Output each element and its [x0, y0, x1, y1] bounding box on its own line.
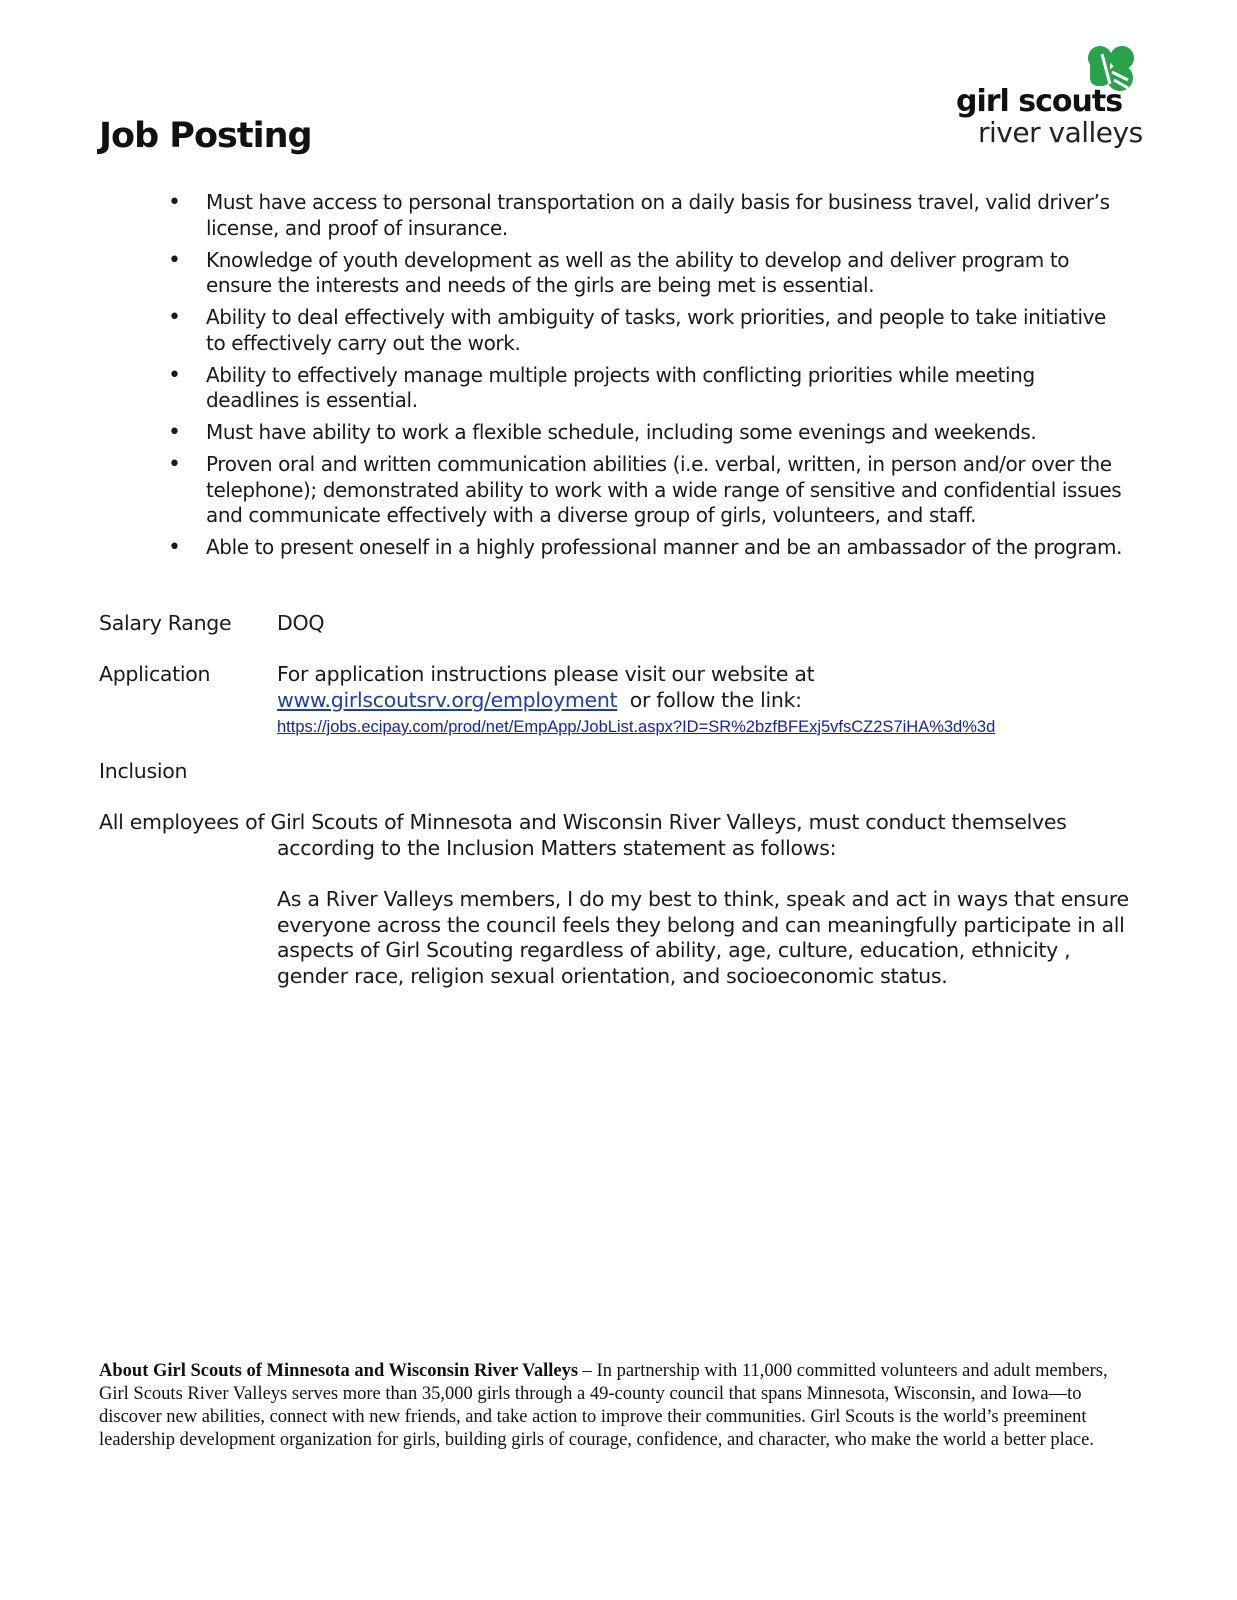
list-item: • Must have ability to work a flexible schedule, including some evenings and weekends.	[168, 420, 1128, 446]
application-label: Application	[99, 662, 211, 686]
website-link[interactable]: www.girlscoutsrv.org/employment	[277, 687, 618, 712]
page-title: Job Posting	[99, 116, 312, 156]
application-text: For application instructions please visit our website at	[277, 662, 815, 686]
about-heading: About Girl Scouts of Minnesota and Wisconsin River Valleys	[99, 1361, 579, 1381]
requirements-list	[168, 190, 1128, 567]
logo-text-river-valleys: river valleys	[978, 116, 1143, 149]
about-section	[99, 1360, 1119, 1452]
list-item: • Ability to deal effectively with ambiguity of tasks, work priorities, and people to take initiative to effectively carry out the work.	[168, 305, 1128, 356]
inclusion-intro-line1: All employees of Girl Scouts of Minnesota and Wisconsin River Valleys, must conduct themselves	[99, 810, 1067, 834]
salary-value: DOQ	[277, 611, 325, 635]
list-item: • Knowledge of youth development as well as the ability to develop and deliver program to ensure the interests and needs of the girls are being met is essential.	[168, 248, 1128, 299]
follow-text: or follow the link:	[629, 687, 802, 712]
job-list-link[interactable]: https://jobs.ecipay.com/prod/net/EmpApp/JobList.aspx?ID=SR%2bzfBFExj5vfsCZ2S7iHA%3d%3d	[277, 718, 996, 736]
list-item: • Proven oral and written communication abilities (i.e. verbal, written, in person and/or over the telephone); demonstrated ability to work with a wide range of sensitive and confidential issues and communicate effectively with a diverse group of girls, volunteers, and staff.	[168, 452, 1128, 529]
about-text: – In partnership with 11,000 committed volunteers and adult members, Girl Scouts River Valleys serves more than 35,000 girls through a 49-county council that spans Minnesota, Wisconsin, and Iowa—to discover new abilities, connect with new friends, and take action to improve their communities. Girl Scouts is the world’s preeminent leadership development organization for girls, building girls of courage, confidence, and character, who make the world a better place.	[99, 1361, 1108, 1450]
salary-label: Salary Range	[99, 611, 232, 635]
inclusion-intro-line2: according to the Inclusion Matters statement as follows:	[277, 836, 837, 860]
list-item: • Able to present oneself in a highly professional manner and be an ambassador of the program.	[168, 535, 1128, 561]
inclusion-statement: As a River Valleys members, I do my best to think, speak and act in ways that ensure everyone across the council feels they belong and can meaningfully participate in all aspects of Girl Scouting regardless of ability, age, culture, education, ethnicity , gender race, religion sexual orientation, and socioeconomic status.	[277, 887, 1129, 988]
girl-scouts-logo	[950, 44, 1150, 154]
list-item: • Ability to effectively manage multiple projects with conflicting priorities while meeting deadlines is essential.	[168, 363, 1128, 414]
inclusion-label: Inclusion	[99, 759, 188, 783]
logo-text-girl-scouts: girl scouts	[956, 84, 1123, 119]
list-item: • Must have access to personal transportation on a daily basis for business travel, valid driver’s license, and proof of insurance.	[168, 190, 1128, 241]
